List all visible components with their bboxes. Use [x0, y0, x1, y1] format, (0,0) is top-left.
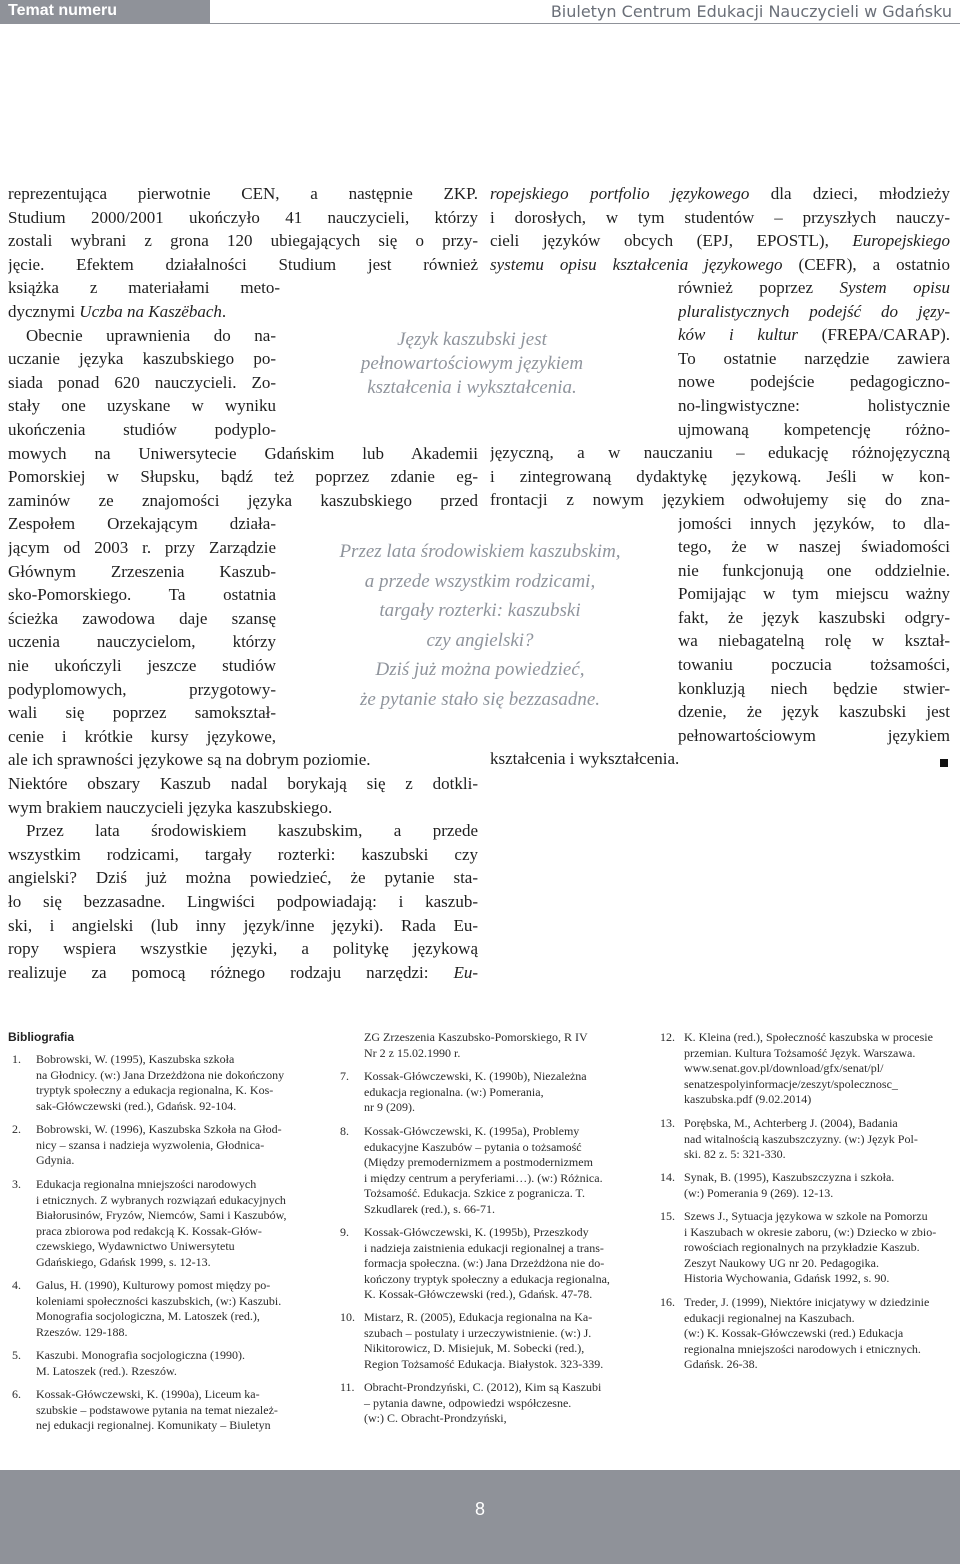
entry-line: senatzespolyinformacje/zeszyt/spolecznosc_: [684, 1076, 898, 1091]
text-line: nowe podejście pedagogiczno-: [678, 372, 950, 391]
bibliography-entry: [12, 1052, 312, 1114]
text-line: wszystkim rodzicami, targały rozterki: kaszubski czy: [8, 845, 478, 864]
bibliography-entry: [340, 1225, 640, 1303]
pull-quote-line: czy angielski?: [426, 629, 534, 651]
entry-text: [364, 1380, 640, 1427]
entry-number: 11.: [340, 1380, 355, 1394]
entry-line: (w:) K. Kossak-Główczewski (red.) Edukacja: [684, 1326, 904, 1340]
entry-text: [36, 1387, 312, 1434]
text-line: Studium 2000/2001 ukończyło 41 nauczycieli, którzy: [8, 208, 478, 227]
entry-line: Galus, H. (1990), Kulturowy pomost między po-: [36, 1278, 271, 1292]
entry-text: [684, 1170, 956, 1201]
entry-line: ski. 82 z. 5: 321-330.: [684, 1147, 786, 1161]
text-line: angielski? Dziś już można powiedzieć, że pytanie sta-: [8, 868, 478, 887]
text-line: ujmowaną kompetencję różno-: [678, 420, 950, 439]
text-line: zostali wybrani z grona 120 ubiegających się o przy-: [8, 231, 478, 250]
text-line: Zespołem Orzekającym działa-: [8, 514, 276, 533]
entry-line: nad witalnością kaszubszczyzny. (w:) Język Pol-: [684, 1131, 918, 1146]
publication-title: Biuletyn Centrum Edukacji Nauczycieli w Gdańsku: [550, 2, 952, 21]
pull-quote-line: Dziś już można powiedzieć,: [375, 659, 585, 680]
article-end-mark: [940, 759, 948, 767]
entry-line: – pytania dawne, odpowiedzi współczesne.: [364, 1395, 572, 1410]
entry-line: formacja społeczna. (w:) Jana Drzeżdżona nie do-: [364, 1256, 605, 1270]
text-line: cieli języków obcych (EPJ, EPOSTL), Europejskiego: [490, 231, 950, 250]
entry-number: 15.: [660, 1209, 675, 1223]
page-header: [0, 0, 960, 24]
pull-quote-line: a przede wszystkim rodzicami,: [364, 570, 596, 592]
entry-line: Gdynia.: [36, 1153, 75, 1167]
entry-number: 7.: [340, 1069, 349, 1083]
text-line: Niektóre obszary Kaszub nadal borykają się z dotkli-: [8, 774, 478, 793]
entry-number: 4.: [12, 1278, 21, 1292]
text-line: zaminów ze znajomości języka kaszubskiego przed: [8, 491, 478, 510]
text-line: towaniu poczucia tożsamości,: [678, 655, 950, 674]
text-line: języczną, a w nauczaniu – edukację różnojęzyczną: [490, 443, 950, 462]
text-line: wali się poprzez samokształ-: [8, 703, 276, 722]
text-line: konkluzją niech będzie stwier-: [678, 679, 950, 698]
pull-quote-line: Język kaszubski jest: [397, 329, 547, 350]
entry-number: 10.: [340, 1310, 355, 1324]
entry-line: i Kaszubach w okresie zaboru, (w:) Dziecko w zbio-: [684, 1224, 937, 1239]
entry-line: edukacyjne Kaszubów – pytania o tożsamość: [364, 1139, 582, 1154]
text-line: Pomorskiej w Słupsku, bądź też poprzez zdanie eg-: [8, 467, 478, 486]
entry-text: [364, 1069, 640, 1116]
entry-line: Tożsamość. Edukacja. Szkice z pogranicza. T.: [364, 1186, 585, 1200]
text-line: dzenie, że język kaszubski jest: [678, 702, 950, 721]
text-line: jęcie. Efektem działalności Studium jest również: [8, 255, 478, 274]
bibliography-entry: [12, 1387, 312, 1434]
text-line: reprezentująca pierwotnie CEN, a następnie ZKP.: [8, 184, 478, 203]
entry-line: Edukacja regionalna mniejszości narodowych: [36, 1177, 257, 1191]
pull-quote-line: Przez lata środowiskiem kaszubskim,: [339, 541, 621, 562]
entry-line: Mistarz, R. (2005), Edukacja regionalna na Ka-: [364, 1310, 593, 1324]
text-line: również poprzez System opisu: [678, 278, 950, 297]
entry-line: Porębska, M., Achterberg J. (2004), Badania: [684, 1116, 898, 1130]
entry-line: tryptyk społeczny a edukacja regionalna, K. Kos-: [36, 1083, 274, 1097]
entry-line: czewskiego, Wydawnictwo Uniwersytetu: [36, 1239, 235, 1253]
entry-line: (w:) C. Obracht-Prondzyński,: [364, 1411, 507, 1425]
pull-quote-line: że pytanie stało się bezzasadne.: [359, 688, 601, 710]
text-line: kształcenia i wykształcenia.: [490, 749, 680, 768]
text-line: ukończenia studiów podyplo-: [8, 420, 276, 439]
entry-text: [364, 1124, 640, 1217]
entry-line: Synak, B. (1995), Kaszubszczyzna i szkoła.: [684, 1170, 895, 1184]
entry-number: 5.: [12, 1348, 21, 1362]
entry-text: [36, 1348, 312, 1379]
text-line: uczenia nauczycielom, którzy: [8, 632, 276, 651]
entry-line: Historia Wychowania, Gdańsk 1992, s. 90.: [684, 1271, 890, 1285]
entry-line: szubach – postulaty i urzeczywistnienie. (w:) J.: [364, 1325, 592, 1340]
entry-line: Gdańsk. 26-38.: [684, 1357, 758, 1371]
entry-line: Rzeszów. 129-188.: [36, 1324, 128, 1339]
text-line: Obecnie uprawnienia do na-: [26, 326, 276, 345]
entry-line: nej edukacji regionalnej. Komunikaty – Biuletyn: [36, 1418, 271, 1432]
text-line: i dorosłych, w tym studentów – przyszłych nauczy-: [490, 208, 950, 227]
entry-line: Kossak-Główczewski, K. (1995a), Problemy: [364, 1124, 580, 1138]
bibliography-entry: [340, 1124, 640, 1217]
entry-line: Region Tożsamość Edukacja. Białystok. 323-339.: [364, 1356, 604, 1371]
entry-line: K. Kleina (red.), Społeczność kaszubska w procesie: [684, 1030, 933, 1044]
entry-text: [684, 1116, 956, 1163]
entry-line: Kossak-Główczewski, K. (1990b), Niezależna: [364, 1069, 587, 1083]
entry-line: przemian. Kultura Tożsamość Język. Warszawa.: [684, 1045, 916, 1060]
entry-line: Szkudlarek (red.), s. 66-71.: [364, 1201, 495, 1216]
entry-text: [364, 1310, 640, 1372]
entry-line: Kaszubi. Monografia socjologiczna (1990).: [36, 1348, 245, 1362]
entry-number: 1.: [12, 1052, 21, 1066]
bibliography-entry: [660, 1116, 956, 1163]
entry-number: 3.: [12, 1177, 21, 1191]
text-line: realizuje za pomocą różnego rodzaju narzędzi: Eu-: [8, 963, 478, 982]
entry-line: Szews J., Sytuacja językowa w szkole na Pomorzu: [684, 1209, 928, 1223]
entry-number: 2.: [12, 1122, 21, 1136]
entry-text: [36, 1122, 312, 1169]
pull-quote-line: kształcenia i wykształcenia.: [367, 377, 577, 398]
entry-line: na Głodnicy. (w:) Jana Drzeżdżona nie dokończony: [36, 1067, 285, 1082]
entry-line: (Między premodernizmem a postmodernizmem: [364, 1155, 593, 1169]
entry-text: [36, 1177, 312, 1270]
entry-text: [36, 1278, 312, 1340]
text-line: ścieżka zawodowa daje szansę: [8, 609, 276, 628]
entry-line: rowościach regionalnych na przykładzie Kaszub.: [684, 1240, 920, 1254]
bibliography-entry: [12, 1348, 312, 1379]
entry-line: www.senat.gov.pl/download/gfx/senat/pl/: [684, 1061, 884, 1075]
text-line: Głównym Zrzeszenia Kaszub-: [8, 562, 276, 581]
entry-line: edukacja regionalna. (w:) Pomerania,: [364, 1084, 544, 1099]
entry-line: Obracht-Prondzyński, C. (2012), Kim są Kaszubi: [364, 1380, 602, 1394]
entry-number: 16.: [660, 1295, 675, 1309]
entry-text: [684, 1295, 956, 1373]
entry-text: [364, 1030, 640, 1061]
entry-line: kończony tryptyk społeczny a edukacja regionalna,: [364, 1271, 610, 1286]
text-line: cenie i krótkie kursy językowe,: [8, 727, 276, 746]
entry-line: Kossak-Główczewski, K. (1995b), Przeszkody: [364, 1225, 589, 1239]
entry-line: nr 9 (209).: [364, 1100, 415, 1114]
entry-line: i etnicznych. Z wybranych rozwiązań edukacyjnych: [36, 1192, 286, 1207]
text-line: pluralistycznych podejść do języ-: [678, 302, 950, 321]
text-line: no-lingwistyczne: holistycznie: [678, 396, 950, 415]
text-line: Pomijając w tym miejscu ważny: [678, 584, 950, 603]
text-line: książka z materiałami meto-: [8, 278, 280, 297]
entry-line: regionalna mniejszości narodowych i etnicznych.: [684, 1341, 921, 1356]
entry-line: Monografia socjologiczna, M. Latoszek (red.),: [36, 1309, 260, 1323]
text-line: nie funkcjonują one oddzielnie.: [678, 561, 950, 580]
pull-quote-line: targały rozterki: kaszubski: [379, 600, 581, 621]
pull-quote-line: pełnowartościowym językiem: [360, 353, 584, 374]
entry-line: Bobrowski, W. (1996), Kaszubska Szkoła na Głod-: [36, 1122, 282, 1136]
entry-line: Białorusinów, Fryzów, Niemców, Sami i Kaszubów,: [36, 1208, 287, 1222]
bibliography-entry: [660, 1209, 956, 1287]
text-line: podyplomowych, przygotowy-: [8, 680, 276, 699]
entry-number: 6.: [12, 1387, 21, 1401]
entry-line: kaszubska.pdf (9.02.2014): [684, 1092, 812, 1106]
bibliography-entry: [660, 1295, 956, 1373]
bibliography-entry: [340, 1310, 640, 1372]
entry-line: i nadzieja zaistnienia edukacji regionalnej a trans-: [364, 1240, 604, 1255]
text-line: Przez lata środowiskiem kaszubskim, a przede: [26, 821, 478, 840]
text-line: mowych na Uniwersytecie Gdańskim lub Akademii: [8, 444, 478, 463]
text-line: fakt, że język kaszubski odgry-: [678, 608, 950, 627]
entry-line: praca zbiorowa pod redakcją K. Kossak-Głów-: [36, 1223, 262, 1238]
entry-number: 13.: [660, 1116, 675, 1130]
entry-line: ZG Zrzeszenia Kaszubsko-Pomorskiego, R IV: [364, 1030, 588, 1044]
entry-line: Bobrowski, W. (1995), Kaszubska szkoła: [36, 1052, 235, 1066]
section-tab: [0, 0, 210, 24]
text-line: uczanie języka kaszubskiego po-: [8, 349, 276, 368]
entry-line: Zeszyt Naukowy UG nr 20. Pedagogika.: [684, 1255, 879, 1270]
entry-line: nicy – szansa i nadzieja wyzwolenia, Głodnica-: [36, 1137, 265, 1152]
text-line: frontacji z nowym językiem odwołujemy się do zna-: [490, 490, 950, 509]
text-line: wym brakiem nauczycieli języka kaszubskiego.: [8, 798, 333, 817]
entry-line: Treder, J. (1999), Niektóre inicjatywy w dziedzinie: [684, 1295, 930, 1309]
text-line: ropy wspiera wszystkie języki, a politykę językową: [8, 939, 478, 958]
bibliography-entry: [660, 1170, 956, 1201]
page-number: 8: [474, 1499, 485, 1519]
entry-text: [364, 1225, 640, 1303]
pull-quote-2: [295, 537, 665, 714]
text-line: wa niebagatelną rolę w kształ-: [678, 631, 950, 650]
text-line: stały one uzyskane w wyniku: [8, 396, 276, 415]
bibliography-entry: [660, 1030, 956, 1108]
text-line: dycznymi Uczba na Kaszëbach.: [8, 302, 227, 321]
text-line: siada ponad 620 nauczycieli. Zo-: [8, 373, 276, 392]
bibliography-entry: [340, 1380, 640, 1427]
entry-number: 8.: [340, 1124, 349, 1138]
bibliography-entry: [12, 1278, 312, 1340]
text-line: jącym od 2003 r. przy Zarządzie: [8, 538, 276, 557]
entry-line: Nikitorowicz, D. Misiejuk, M. Sobecki (red.),: [364, 1341, 585, 1355]
entry-line: Kossak-Główczewski, K. (1990a), Liceum ka-: [36, 1387, 260, 1401]
header-rule: [210, 23, 960, 24]
bibliography-heading: Bibliografia: [8, 1030, 75, 1044]
entry-text: [684, 1030, 956, 1108]
entry-line: szubskie – podstawowe pytania na temat niezależ-: [36, 1402, 278, 1417]
entry-line: Gdańskiego, Gdańsk 1999, s. 12-13.: [36, 1254, 211, 1269]
entry-text: [36, 1052, 312, 1114]
entry-line: edukacji regionalnej na Kaszubach.: [684, 1310, 855, 1325]
text-line: ło się bezzasadne. Lingwiści podpowiadają: i kaszub-: [8, 892, 478, 911]
bibliography-entry: [12, 1177, 312, 1270]
entry-number: 12.: [660, 1030, 675, 1044]
text-line: jomości innych języków, to dla-: [678, 514, 950, 533]
entry-line: M. Latoszek (red.). Rzeszów.: [36, 1363, 177, 1378]
text-line: i zintegrowaną dydaktykę językową. Jeśli w kon-: [490, 467, 950, 486]
text-line: systemu opisu kształcenia językowego (CEFR), a ostatnio: [490, 255, 950, 274]
entry-line: sak-Główczewski (red.), Gdańsk. 92-104.: [36, 1098, 237, 1113]
entry-number: 14.: [660, 1170, 675, 1184]
entry-number: 9.: [340, 1225, 349, 1239]
entry-line: koleniami społeczności kaszubskich, (w:) Kaszubi.: [36, 1293, 282, 1308]
bibliography-entry: [340, 1069, 640, 1116]
text-line: ropejskiego portfolio językowego dla dzieci, młodzieży: [490, 184, 950, 203]
text-line: pełnowartościowym językiem: [678, 726, 950, 745]
text-line: ale ich sprawności językowe są na dobrym poziomie.: [8, 750, 371, 769]
entry-text: [684, 1209, 956, 1287]
text-line: ski, i angielski (lub inny język/inne języki). Rada Eu-: [8, 916, 478, 935]
entry-line: K. Kossak-Główczewski (red.), Gdańsk. 47-78.: [364, 1287, 593, 1301]
entry-line: i między centrum a peryferiami…). (w:) Różnica.: [364, 1170, 603, 1185]
text-line: To ostatnie narzędzie zawiera: [678, 349, 950, 368]
pull-quote-1: [312, 328, 632, 400]
bibliography-entry: [340, 1030, 640, 1061]
entry-line: Nr 2 z 15.02.1990 r.: [364, 1045, 461, 1060]
bibliography-entry: [12, 1122, 312, 1169]
text-line: ków i kultur (FREPA/CARAP).: [678, 325, 950, 344]
text-line: sko-Pomorskiego. Ta ostatnia: [8, 585, 276, 604]
text-line: tego, że w naszej świadomości: [678, 537, 950, 556]
entry-line: (w:) Pomerania 9 (269). 12-13.: [684, 1185, 834, 1200]
text-line: nie ukończyli jeszcze studiów: [8, 656, 276, 675]
section-title: Temat numeru: [8, 2, 118, 19]
